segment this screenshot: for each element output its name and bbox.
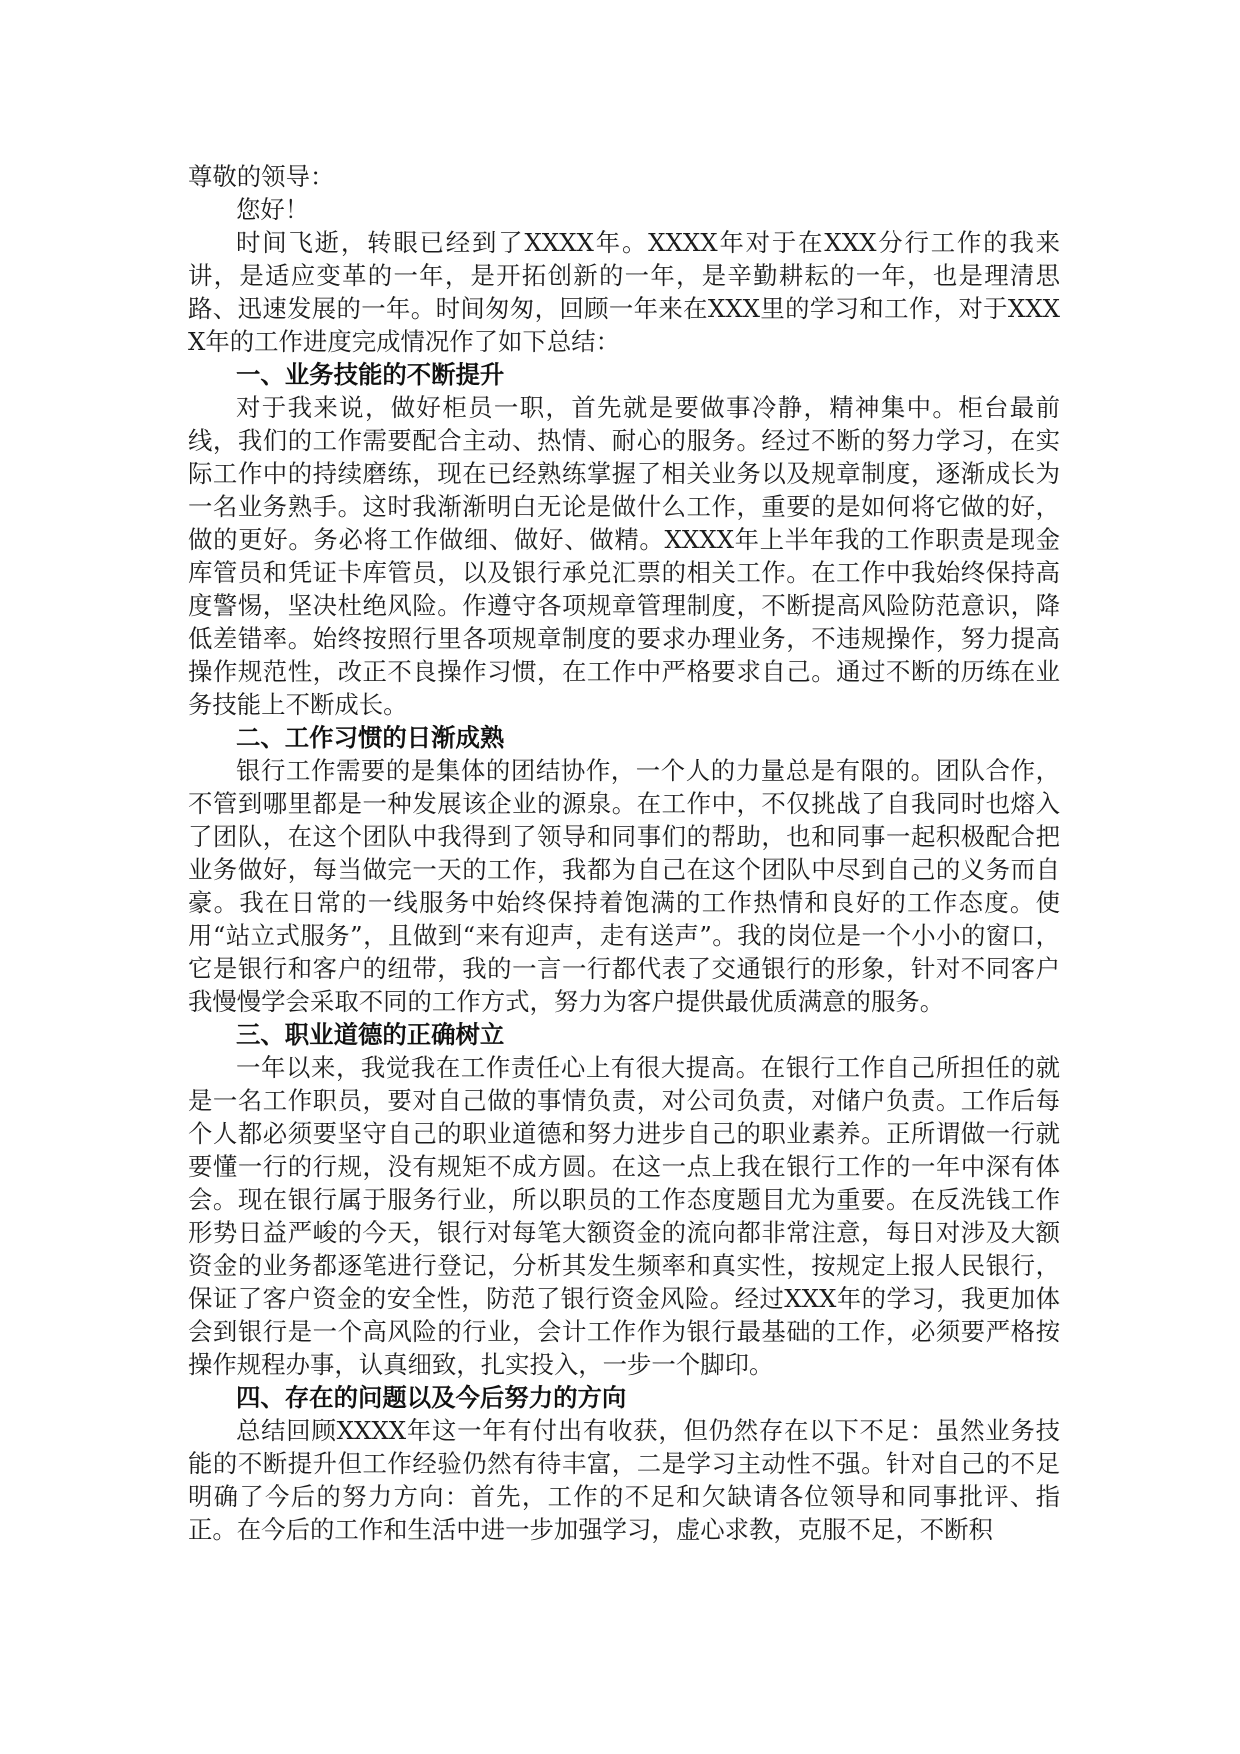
intro-paragraph: 时间飞逝，转眼已经到了XXXX年。XXXX年对于在XXX分行工作的我来讲，是适应变革的一年，是开拓创新的一年，是辛勤耕耘的一年，也是理清思路、迅速发展的一年。时间匆匆，回顾一年来在XXX里的学习和工作，对于XXXX年的工作进度完成情况作了如下总结： bbox=[188, 228, 1060, 356]
section-body-4: 总结回顾XXXX年这一年有付出有收获，但仍然存在以下不足：虽然业务技能的不断提升但工作经验仍然有待丰富，二是学习主动性不强。针对自己的不足明确了今后的努力方向：首先，工作的不足和欠缺请各位领导和同事批评、指正。在今后的工作和生活中进一步加强学习，虚心求教，克服不足，不断积 bbox=[188, 1416, 1060, 1544]
section-heading-3: 三、职业道德的正确树立 bbox=[236, 1020, 505, 1049]
greeting: 您好！ bbox=[236, 195, 310, 224]
section-body-3: 一年以来，我觉我在工作责任心上有很大提高。在银行工作自己所担任的就是一名工作职员，要对自己做的事情负责，对公司负责，对储户负责。工作后每个人都必须要坚守自己的职业道德和努力进步自己的职业素养。正所谓做一行就要懂一行的行规，没有规矩不成方圆。在这一点上我在银行工作的一年中深有体会。现在银行属于服务行业，所以职员的工作态度题目尤为重要。在反洗钱工作形势日益严峻的今天，银行对每笔大额资金的流向都非常注意，每日对涉及大额资金的业务都逐笔进行登记，分析其发生频率和真实性，按规定上报人民银行，保证了客户资金的安全性，防范了银行资金风险。经过XXX年的学习，我更加体会到银行是一个高风险的行业，会计工作作为银行最基础的工作，必须要严格按操作规程办事，认真细致，扎实投入，一步一个脚印。 bbox=[188, 1053, 1060, 1379]
section-heading-2: 二、工作习惯的日渐成熟 bbox=[236, 723, 505, 752]
letter-page bbox=[188, 160, 1060, 1546]
section-body-1: 对于我来说，做好柜员一职，首先就是要做事冷静，精神集中。柜台最前线，我们的工作需要配合主动、热情、耐心的服务。经过不断的努力学习，在实际工作中的持续磨练，现在已经熟练掌握了相关业务以及规章制度，逐渐成长为一名业务熟手。这时我渐渐明白无论是做什么工作，重要的是如何将它做的好，做的更好。务必将工作做细、做好、做精。XXXX年上半年我的工作职责是现金库管员和凭证卡库管员，以及银行承兑汇票的相关工作。在工作中我始终保持高度警惕，坚决杜绝风险。作遵守各项规章管理制度，不断提高风险防范意识，降低差错率。始终按照行里各项规章制度的要求办理业务，不违规操作，努力提高操作规范性，改正不良操作习惯，在工作中严格要求自己。通过不断的历练在业务技能上不断成长。 bbox=[188, 393, 1060, 719]
section-heading-1: 一、业务技能的不断提升 bbox=[236, 360, 505, 389]
salutation: 尊敬的领导： bbox=[188, 162, 335, 191]
section-heading-4: 四、存在的问题以及今后努力的方向 bbox=[236, 1383, 627, 1412]
section-body-2: 银行工作需要的是集体的团结协作，一个人的力量总是有限的。团队合作，不管到哪里都是一种发展该企业的源泉。在工作中，不仅挑战了自我同时也熔入了团队，在这个团队中我得到了领导和同事们的帮助，也和同事一起积极配合把业务做好，每当做完一天的工作，我都为自己在这个团队中尽到自己的义务而自豪。我在日常的一线服务中始终保持着饱满的工作热情和良好的工作态度。使用“站立式服务”，且做到“来有迎声，走有送声”。我的岗位是一个小小的窗口，它是银行和客户的纽带，我的一言一行都代表了交通银行的形象，针对不同客户我慢慢学会采取不同的工作方式，努力为客户提供最优质满意的服务。 bbox=[188, 756, 1060, 1016]
